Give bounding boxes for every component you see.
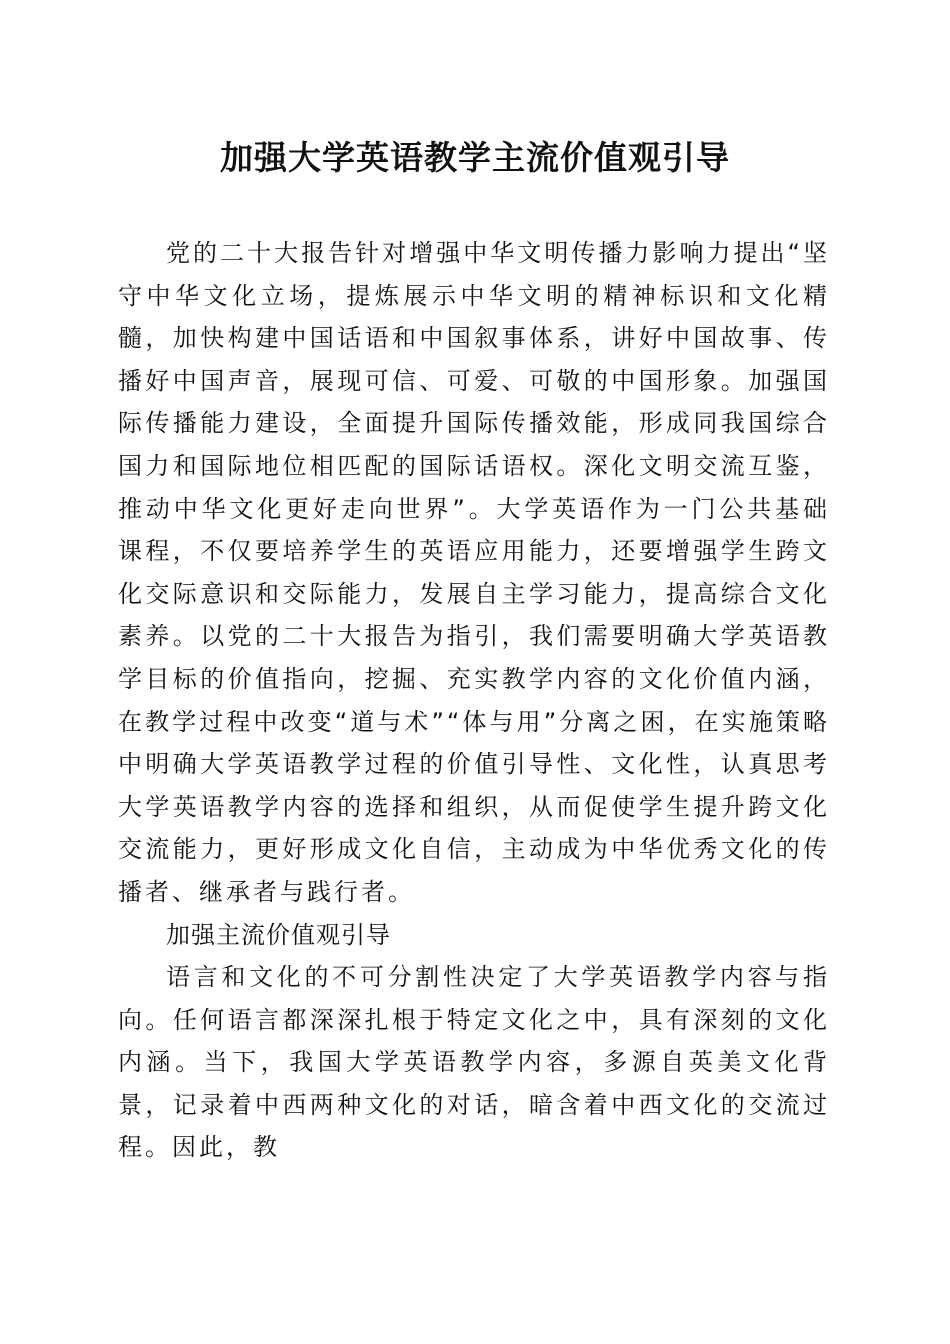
document-title: 加强大学英语教学主流价值观引导 bbox=[220, 138, 730, 177]
paragraph-language-culture: 语言和文化的不可分割性决定了大学英语教学内容与指向。任何语言都深深扎根于特定文化之中，具有深刻的文化内涵。当下，我国大学英语教学内容，多源自英美文化背景，记录着中西两种文化的对话，暗含着中西文化的交流过程。因此，教 bbox=[118, 963, 830, 1162]
document-body bbox=[118, 232, 830, 1169]
section-heading: 加强主流价值观引导 bbox=[166, 920, 391, 949]
paragraph-intro: 党的二十大报告针对增强中华文明传播力影响力提出“坚守中华文化立场，提炼展示中华文明的精神标识和文化精髓，加快构建中国话语和中国叙事体系，讲好中国故事、传播好中国声音，展现可信、可爱、可敬的中国形象。加强国际传播能力建设，全面提升国际传播效能，形成同我国综合国力和国际地位相匹配的国际话语权。深化文明交流互鉴，推动中华文化更好走向世界”。大学英语作为一门公共基础课程，不仅要培养学生的英语应用能力，还要增强学生跨文化交际意识和交际能力，发展自主学习能力，提高综合文化素养。以党的二十大报告为指引，我们需要明确大学英语教学目标的价值指向，挖掘、充实教学内容的文化价值内涵，在教学过程中改变“道与术”“体与用”分离之困，在实施策略中明确大学英语教学过程的价值引导性、文化性，认真思考大学英语教学内容的选择和组织，从而促使学生提升跨文化交流能力，更好形成文化自信，主动成为中华优秀文化的传播者、继承者与践行者。 bbox=[118, 239, 830, 906]
